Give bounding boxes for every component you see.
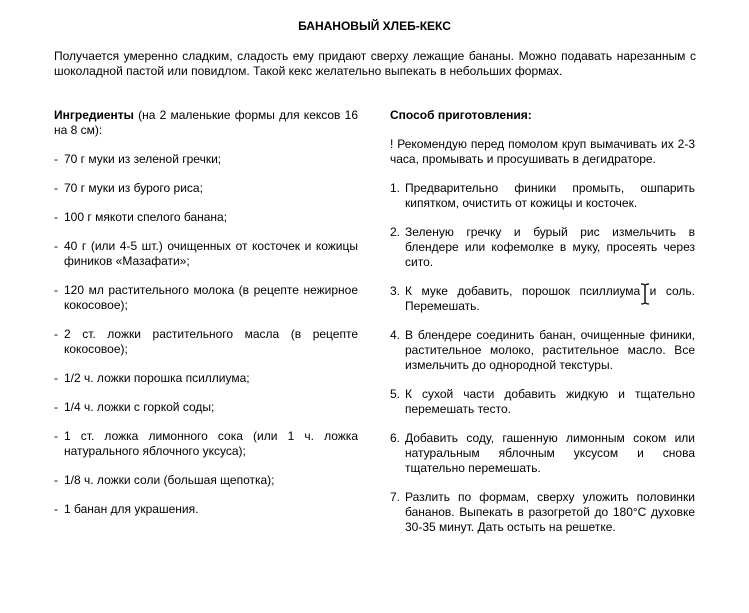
step-number: 5. bbox=[390, 387, 401, 401]
step-text: Зеленую гречку и бурый рис измельчить в блендере или кофемолке в муку, просеять через сито. bbox=[405, 225, 695, 269]
list-item bbox=[54, 502, 358, 517]
list-item bbox=[390, 328, 695, 373]
list-item bbox=[54, 181, 358, 196]
ingredients-heading-note: (на 2 маленькие формы для кексов 16 на 8 см): bbox=[54, 108, 358, 137]
ingredient-text: 40 г (или 4-5 шт.) очищенных от косточек и кожицы фиников «Мазафати»; bbox=[64, 239, 358, 268]
list-item bbox=[54, 210, 358, 225]
bullet-dash: - bbox=[54, 210, 58, 224]
text-cursor-icon bbox=[640, 283, 650, 305]
bullet-dash: - bbox=[54, 239, 58, 253]
bullet-dash: - bbox=[54, 181, 58, 195]
step-text: Добавить соду, гашенную лимонным соком или натуральным яблочным уксусом и снова тщательно перемешать. bbox=[405, 431, 695, 475]
step-text: К сухой части добавить жидкую и тщательно перемешать тесто. bbox=[405, 387, 695, 416]
ingredient-text: 1/8 ч. ложки соли (большая щепотка); bbox=[64, 473, 275, 487]
ingredient-text: 1/4 ч. ложки с горкой соды; bbox=[64, 400, 215, 414]
ingredient-text: 100 г мякоти спелого банана; bbox=[64, 210, 228, 224]
ingredients-column bbox=[54, 108, 358, 531]
list-item bbox=[54, 283, 358, 313]
bullet-dash: - bbox=[54, 327, 58, 341]
list-item bbox=[54, 327, 358, 357]
step-number: 7. bbox=[390, 490, 401, 504]
list-item bbox=[54, 239, 358, 269]
ingredient-text: 1/2 ч. ложки порошка псиллиума; bbox=[64, 371, 250, 385]
step-number: 4. bbox=[390, 328, 401, 342]
method-column bbox=[390, 108, 695, 549]
ingredients-header bbox=[54, 108, 358, 138]
list-item bbox=[390, 490, 695, 535]
ingredient-text: 120 мл растительного молока (в рецепте нежирное кокосовое); bbox=[64, 283, 358, 312]
ingredient-text: 70 г муки из бурого риса; bbox=[64, 181, 203, 195]
list-item bbox=[54, 429, 358, 459]
step-text: В блендере соединить банан, очищенные финики, растительное молоко, растительное масло. Все измельчить до однородной текстуры. bbox=[405, 328, 695, 372]
list-item bbox=[54, 473, 358, 488]
list-item bbox=[390, 225, 695, 270]
bullet-dash: - bbox=[54, 429, 58, 443]
steps-list bbox=[390, 181, 695, 535]
ingredients-heading: Ингредиенты bbox=[54, 108, 134, 122]
ingredient-text: 1 банан для украшения. bbox=[64, 502, 199, 516]
intro-paragraph: Получается умеренно сладким, сладость ему придают сверху лежащие бананы. Можно подавать нарезанным с шоколадной пастой или повидлом. Такой кекс желательно выпекать в небольших формах. bbox=[54, 49, 696, 78]
step-text: Предварительно финики промыть, ошпарить кипятком, очистить от кожицы и косточек. bbox=[405, 181, 695, 210]
list-item bbox=[54, 152, 358, 167]
list-item bbox=[54, 371, 358, 386]
step-number: 1. bbox=[390, 181, 401, 195]
ingredient-text: 70 г муки из зеленой гречки; bbox=[64, 152, 222, 166]
step-number: 6. bbox=[390, 431, 401, 445]
bullet-dash: - bbox=[54, 502, 58, 516]
bullet-dash: - bbox=[54, 152, 58, 166]
bullet-dash: - bbox=[54, 283, 58, 297]
step-number: 3. bbox=[390, 284, 401, 298]
bullet-dash: - bbox=[54, 400, 58, 414]
ingredient-text: 1 ст. ложка лимонного сока (или 1 ч. ложка натурального яблочного уксуса); bbox=[64, 429, 358, 458]
list-item bbox=[390, 387, 695, 417]
step-text: Разлить по формам, сверху уложить половинки бананов. Выпекать в разогретой до 180°С духовке 30-35 минут. Дать остыть на решетке. bbox=[405, 490, 695, 534]
list-item bbox=[390, 181, 695, 211]
method-heading: Способ приготовления: bbox=[390, 108, 532, 122]
bullet-dash: - bbox=[54, 371, 58, 385]
list-item bbox=[390, 431, 695, 476]
method-note: ! Рекомендую перед помолом круп вымачивать их 2-3 часа, промывать и просушивать в дегидраторе. bbox=[390, 137, 695, 166]
list-item bbox=[54, 400, 358, 415]
step-text: К муке добавить, порошок псиллиума и соль. Перемешать. bbox=[405, 284, 695, 313]
bullet-dash: - bbox=[54, 473, 58, 487]
ingredient-text: 2 ст. ложки растительного масла (в рецепте кокосовое); bbox=[64, 327, 358, 356]
ingredients-list bbox=[54, 152, 358, 517]
page-title: БАНАНОВЫЙ ХЛЕБ-КЕКС bbox=[298, 19, 451, 33]
step-number: 2. bbox=[390, 225, 401, 239]
